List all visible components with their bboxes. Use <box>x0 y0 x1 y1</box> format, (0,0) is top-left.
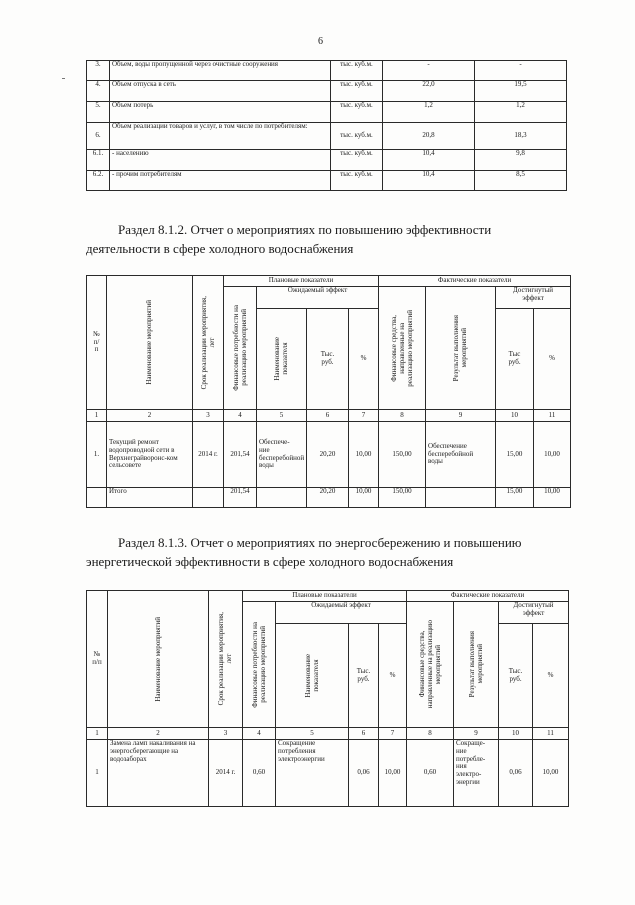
col-thous-rub-achieved-header: Тыс. руб. <box>499 624 533 728</box>
col-percent-header: % <box>349 309 379 410</box>
planned-indicators-header: Плановые показатели <box>224 276 379 287</box>
table-row <box>87 740 569 807</box>
actual-indicators-header: Фактические показатели <box>379 276 571 287</box>
row-number: 6.1. <box>87 150 110 171</box>
unit-cell: тыс. куб.м. <box>331 123 383 150</box>
fact-value: 9,8 <box>475 150 567 171</box>
empty-cell <box>193 488 224 508</box>
col-number-header: № п/п <box>87 591 108 728</box>
total-percent-achieved: 10,00 <box>534 488 571 508</box>
thous-rub-value: 0,06 <box>349 740 379 807</box>
total-fin-need: 201,54 <box>224 488 257 508</box>
column-number: 9 <box>454 728 499 740</box>
column-number: 4 <box>224 410 257 422</box>
fin-spent-value: 150,00 <box>379 422 426 488</box>
row-number: 1 <box>87 740 108 807</box>
column-number: 10 <box>499 728 533 740</box>
table-row <box>87 150 567 171</box>
column-number: 5 <box>276 728 349 740</box>
fin-spent-value: 0,60 <box>407 740 454 807</box>
col-thous-rub-header: Тыс. руб. <box>349 624 379 728</box>
column-numbers-row <box>87 410 571 422</box>
indicator-name-value: Сокращение потребления электроэнергии <box>276 740 349 807</box>
actual-indicators-header: Фактические показатели <box>407 591 569 602</box>
scan-speck <box>62 78 65 79</box>
header-row <box>87 591 569 602</box>
col-term-header: Срок реализации мероприятия, лет <box>193 276 224 410</box>
total-thous-rub-achieved: 15,00 <box>496 488 534 508</box>
total-thous-rub: 20,20 <box>307 488 349 508</box>
percent-achieved-value: 10,00 <box>533 740 569 807</box>
column-number: 1 <box>87 728 108 740</box>
indicator-name-value: Обеспече- ние бесперебойной воды <box>257 422 307 488</box>
achieved-effect-header: Достигнутый эффект <box>496 287 571 309</box>
fact-value: 8,5 <box>475 171 567 191</box>
unit-cell: тыс. куб.м. <box>331 102 383 123</box>
col-percent-achieved-header: % <box>534 309 571 410</box>
column-number: 10 <box>496 410 534 422</box>
fin-need-value: 201,54 <box>224 422 257 488</box>
column-number: 7 <box>349 410 379 422</box>
row-number: 1. <box>87 422 107 488</box>
column-number: 5 <box>257 410 307 422</box>
measure-name: Замена ламп накаливания на энергосберегающие на водозаборах <box>108 740 209 807</box>
column-number: 1 <box>87 410 107 422</box>
planned-indicators-header: Плановые показатели <box>243 591 407 602</box>
table-row <box>87 422 571 488</box>
achieved-effect-header: Достигнутый эффект <box>499 602 569 624</box>
col-term-header: Срок реализации мероприятия, лет <box>209 591 243 728</box>
row-number: 6. <box>87 123 110 150</box>
total-row <box>87 488 571 508</box>
col-fin-need-header: Финансовые потребности на реализацию мероприятий <box>224 287 257 410</box>
fact-value: 1,2 <box>475 102 567 123</box>
column-number: 11 <box>533 728 569 740</box>
indicator-name: - прочим потребителям <box>110 171 331 191</box>
table-row <box>87 61 567 81</box>
indicator-name: Объем реализации товаров и услуг, в том числе по потребителям: <box>110 123 331 150</box>
plan-value: 10,4 <box>383 150 475 171</box>
column-number: 8 <box>379 410 426 422</box>
total-percent: 10,00 <box>349 488 379 508</box>
indicator-name: Объем потерь <box>110 102 331 123</box>
page-number: 6 <box>318 36 323 47</box>
plan-value: 10,4 <box>383 171 475 191</box>
thous-rub-achieved-value: 0,06 <box>499 740 533 807</box>
fin-need-value: 0,60 <box>243 740 276 807</box>
header-row <box>87 276 571 287</box>
col-percent-achieved-header: % <box>533 624 569 728</box>
col-thous-rub-achieved-header: Тыс руб. <box>496 309 534 410</box>
fact-value: 19,5 <box>475 81 567 102</box>
percent-achieved-value: 10,00 <box>534 422 571 488</box>
plan-value: 20,8 <box>383 123 475 150</box>
indicator-name: Объем отпуска в сеть <box>110 81 331 102</box>
plan-value: 1,2 <box>383 102 475 123</box>
section-heading-8-1-3: Раздел 8.1.3. Отчет о мероприятиях по энергосбережению и повышению энергетической эффективности в сфере холодного водоснабжения <box>86 535 522 569</box>
result-value: Сокраще- ние потребле- ния электро- энергии <box>454 740 499 807</box>
col-result-header: Результат выполнения мероприятий <box>426 287 496 410</box>
thous-rub-achieved-value: 15,00 <box>496 422 534 488</box>
table-row <box>87 81 567 102</box>
column-numbers-row <box>87 728 569 740</box>
fact-value: - <box>475 61 567 81</box>
column-number: 3 <box>193 410 224 422</box>
column-number: 6 <box>349 728 379 740</box>
measure-term: 2014 г. <box>193 422 224 488</box>
measure-name: Текущий ремонт водопроводной сети в Верхнеграйворонс-ком сельсовете <box>107 422 193 488</box>
energy-saving-measures-table <box>86 590 569 807</box>
unit-cell: тыс. куб.м. <box>331 171 383 191</box>
fact-value: 18,3 <box>475 123 567 150</box>
unit-cell: тыс. куб.м. <box>331 150 383 171</box>
section-heading-8-1-2: Раздел 8.1.2. Отчет о мероприятиях по повышению эффективности деятельности в сфере холодного водоснабжения <box>86 222 492 256</box>
unit-cell: тыс. куб.м. <box>331 61 383 81</box>
col-indicator-name-header: Наименование показателя <box>276 624 349 728</box>
row-number: 4. <box>87 81 110 102</box>
plan-value: 22,0 <box>383 81 475 102</box>
table-row <box>87 102 567 123</box>
col-fin-spent-header: Финансовые средства, направленные на реализацию мероприятий <box>407 602 454 728</box>
empty-cell <box>426 488 496 508</box>
empty-cell <box>87 488 107 508</box>
total-label: Итого <box>107 488 193 508</box>
empty-cell <box>257 488 307 508</box>
row-number: 3. <box>87 61 110 81</box>
percent-value: 10,00 <box>379 740 407 807</box>
column-number: 2 <box>107 410 193 422</box>
expected-effect-header: Ожидаемый эффект <box>276 602 407 624</box>
column-number: 7 <box>379 728 407 740</box>
measure-term: 2014 г. <box>209 740 243 807</box>
col-name-header: Наименование мероприятий <box>108 591 209 728</box>
column-number: 11 <box>534 410 571 422</box>
column-number: 2 <box>108 728 209 740</box>
row-number: 5. <box>87 102 110 123</box>
col-fin-spent-header: Финансовые средства, направленные на реализацию мероприятий <box>379 287 426 410</box>
column-number: 8 <box>407 728 454 740</box>
column-number: 6 <box>307 410 349 422</box>
total-fin-spent: 150,00 <box>379 488 426 508</box>
result-value: Обеспечение бесперебойной воды <box>426 422 496 488</box>
row-number: 6.2. <box>87 171 110 191</box>
col-thous-rub-header: Тыс. руб. <box>307 309 349 410</box>
column-number: 3 <box>209 728 243 740</box>
column-number: 9 <box>426 410 496 422</box>
efficiency-measures-table <box>86 275 571 508</box>
col-indicator-name-header: Наименование показателя <box>257 309 307 410</box>
col-percent-header: % <box>379 624 407 728</box>
col-number-header: № п/ п <box>87 276 107 410</box>
thous-rub-value: 20,20 <box>307 422 349 488</box>
column-number: 4 <box>243 728 276 740</box>
table-row <box>87 171 567 191</box>
indicator-name: Объем, воды пропущенной через очистные сооружения <box>110 61 331 81</box>
col-result-header: Результат выполнения мероприятий <box>454 602 499 728</box>
unit-cell: тыс. куб.м. <box>331 81 383 102</box>
indicators-table <box>86 60 567 191</box>
percent-value: 10,00 <box>349 422 379 488</box>
indicator-name: - населению <box>110 150 331 171</box>
col-name-header: Наименование мероприятий <box>107 276 193 410</box>
plan-value: - <box>383 61 475 81</box>
table-row <box>87 123 567 150</box>
col-fin-need-header: Финансовые потребности на реализацию мероприятий <box>243 602 276 728</box>
expected-effect-header: Ожидаемый эффект <box>257 287 379 309</box>
